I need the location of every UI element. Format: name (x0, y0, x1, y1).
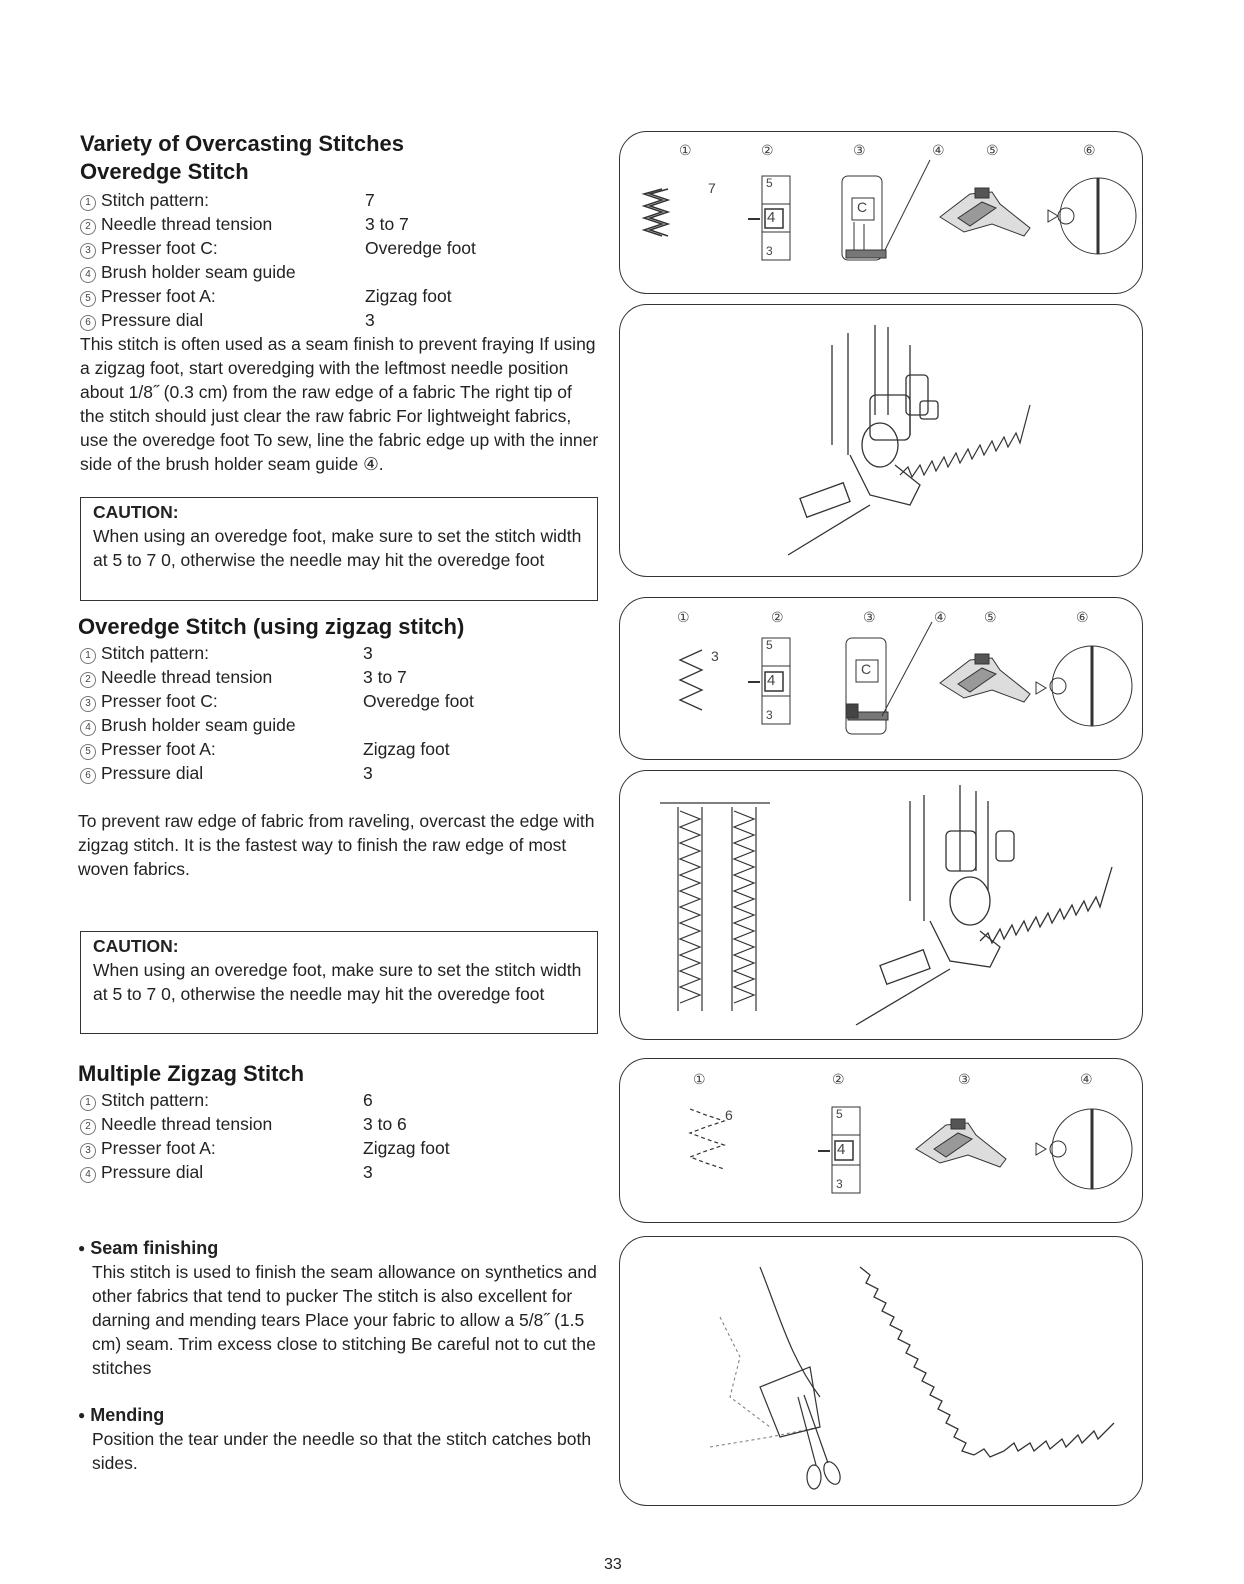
setting-row (80, 236, 600, 260)
arrow-icon (1048, 210, 1058, 222)
arrow-icon (1036, 682, 1046, 694)
setting-value: 3 (365, 310, 375, 330)
figure-panel-zigzag-sewing (619, 770, 1143, 1040)
number-badge: 1 (80, 648, 96, 664)
scale-number: 3 (836, 1177, 843, 1191)
setting-value: 3 to 7 (363, 667, 407, 687)
setting-value: 3 (363, 1162, 373, 1182)
figure-number: ① (679, 142, 692, 158)
stitch-pattern-icon (680, 650, 702, 710)
seam-finishing-illustration (620, 1237, 1142, 1505)
number-badge: 2 (80, 672, 96, 688)
setting-value: 3 to 6 (363, 1114, 407, 1134)
setting-row (80, 284, 600, 308)
zigzag-seam-illustration (620, 771, 1142, 1039)
setting-row (80, 1112, 600, 1136)
figure-number: ① (677, 609, 690, 625)
setting-label: Presser foot A: (101, 286, 216, 306)
setting-row (80, 188, 600, 212)
setting-value: Zigzag foot (365, 286, 452, 306)
number-badge: 3 (80, 243, 96, 259)
setting-row (80, 737, 600, 761)
sewing-machine-illustration (620, 305, 1142, 576)
figure-panel-sewing (619, 304, 1143, 577)
setting-label: Needle thread tension (101, 1114, 273, 1134)
presser-foot-c-icon (846, 638, 888, 734)
scale-number: 4 (837, 1141, 846, 1158)
multiple-zigzag-title: Multiple Zigzag Stitch (78, 1061, 305, 1086)
scale-number: 5 (766, 638, 773, 652)
setting-row (80, 308, 600, 332)
settings-illustration (620, 132, 1142, 293)
figure-panel-settings (619, 131, 1143, 294)
setting-value: 3 to 7 (365, 214, 409, 234)
setting-row (80, 1160, 600, 1184)
arrow-icon (1036, 1143, 1046, 1155)
bullet-text: Position the tear under the needle so that the stitch catches both sides. (92, 1429, 592, 1473)
zigzag-foot-icon (940, 188, 1030, 236)
setting-value: 3 (363, 763, 373, 783)
setting-row (80, 665, 600, 689)
number-badge: 3 (80, 696, 96, 712)
setting-value: 3 (363, 643, 373, 663)
setting-row (80, 689, 600, 713)
setting-value: Zigzag foot (363, 1138, 450, 1158)
figure-panel-seam-finishing (619, 1236, 1143, 1506)
setting-value: Zigzag foot (363, 739, 450, 759)
setting-label: Stitch pattern: (101, 643, 209, 663)
setting-value: Overedge foot (363, 691, 474, 711)
number-badge: 5 (80, 744, 96, 760)
caution-text: When using an overedge foot, make sure to set the stitch width at 5 to 7 0, otherwise the needle may hit the overedge foot (93, 960, 582, 1004)
figure-number: ⑤ (984, 609, 997, 625)
caution-title: CAUTION: (93, 936, 179, 956)
setting-label: Stitch pattern: (101, 1090, 209, 1110)
settings-illustration (620, 598, 1142, 759)
zigzag-foot-icon (940, 654, 1030, 702)
scale-number: 5 (766, 176, 773, 190)
setting-row (80, 761, 600, 785)
zigzag-foot-icon (916, 1119, 1006, 1167)
overedge-settings (80, 188, 600, 332)
setting-row (80, 212, 600, 236)
figure-number: ④ (1080, 1071, 1093, 1087)
setting-row (80, 641, 600, 665)
overedge-zigzag-description: To prevent raw edge of fabric from raveling, overcast the edge with zigzag stitch. It is the fastest way to finish the raw edge of most woven fabrics. (78, 811, 595, 879)
section-title: Variety of Overcasting Stitches (80, 131, 405, 156)
bullet-mending (78, 1403, 608, 1475)
overedge-title: Overedge Stitch (80, 159, 249, 184)
overedge-zigzag-title: Overedge Stitch (using zigzag stitch) (78, 614, 465, 639)
figure-number: ⑥ (1076, 609, 1089, 625)
caution-box (80, 931, 598, 1034)
pressure-dial-icon (1050, 1109, 1132, 1189)
setting-label: Pressure dial (101, 763, 204, 783)
stitch-line-icon (860, 1267, 1114, 1457)
leader-line (885, 160, 930, 250)
foot-letter: C (861, 661, 872, 677)
number-badge: 1 (80, 1095, 96, 1111)
number-badge: 6 (80, 315, 96, 331)
setting-label: Presser foot C: (101, 691, 218, 711)
number-badge: 4 (80, 1167, 96, 1183)
setting-label: Brush holder seam guide (101, 262, 296, 282)
scale-number: 3 (766, 244, 773, 258)
setting-label: Presser foot A: (101, 1138, 216, 1158)
bullet-seam-finishing (78, 1236, 608, 1380)
figure-number: ④ (932, 142, 945, 158)
caution-text: When using an overedge foot, make sure to set the stitch width at 5 to 7 0, otherwise the needle may hit the overedge foot (93, 526, 582, 570)
setting-label: Presser foot C: (101, 238, 218, 258)
overedge-zigzag-settings (80, 641, 600, 785)
number-badge: 3 (80, 1143, 96, 1159)
figure-number: ② (832, 1071, 845, 1087)
number-badge: 5 (80, 291, 96, 307)
foot-letter: C (857, 199, 868, 215)
setting-label: Brush holder seam guide (101, 715, 296, 735)
stitch-pattern-icon (644, 189, 668, 236)
setting-row (80, 260, 600, 284)
setting-row (80, 1088, 600, 1112)
bullet-title: ● Mending (78, 1405, 165, 1425)
pressure-dial-icon (1058, 178, 1136, 254)
number-badge: 2 (80, 219, 96, 235)
setting-row (80, 1136, 600, 1160)
setting-label: Pressure dial (101, 310, 204, 330)
pressure-dial-icon (1050, 646, 1132, 726)
setting-value: Overedge foot (365, 238, 476, 258)
figure-number: ① (693, 1071, 706, 1087)
setting-label: Pressure dial (101, 1162, 204, 1182)
setting-value: 7 (365, 190, 375, 210)
number-badge: 6 (80, 768, 96, 784)
stitch-pattern-icon (690, 1109, 724, 1169)
scale-number: 4 (767, 209, 776, 226)
caution-box (80, 497, 598, 601)
figure-panel-settings (619, 597, 1143, 760)
figure-number: ③ (853, 142, 866, 158)
figure-number: ② (761, 142, 774, 158)
pattern-number: 7 (708, 180, 716, 196)
pattern-number: 6 (725, 1107, 733, 1123)
figure-number: ③ (863, 609, 876, 625)
setting-value: 6 (363, 1090, 373, 1110)
figure-number: ③ (958, 1071, 971, 1087)
setting-label: Needle thread tension (101, 214, 273, 234)
multiple-zigzag-settings (80, 1088, 600, 1184)
number-badge: 1 (80, 195, 96, 211)
figure-panel-settings (619, 1058, 1143, 1223)
page-number: 33 (604, 1556, 622, 1573)
bullet-text: This stitch is used to finish the seam allowance on synthetics and other fabrics that tend to pucker The stitch is also excellent for darning and mending tears Place your fabric to allow a 5/8˝ (1.5 cm) seam. Trim excess close to stitching Be careful not to cut the stitches (92, 1262, 597, 1378)
setting-label: Needle thread tension (101, 667, 273, 687)
figure-number: ⑤ (986, 142, 999, 158)
scale-number: 5 (836, 1107, 843, 1121)
setting-label: Stitch pattern: (101, 190, 209, 210)
scale-number: 3 (766, 708, 773, 722)
figure-number: ⑥ (1083, 142, 1096, 158)
pattern-number: 3 (711, 648, 719, 664)
overedge-description: This stitch is often used as a seam finish to prevent fraying If using a zigzag foot, start overedging with the leftmost needle position about 1/8˝ (0.3 cm) from the raw edge of a fabric The right tip of the stitch should just clear the raw fabric For lightweight fabrics, use the overedge foot To sew, line the fabric edge up with the inner side of the brush holder seam guide ④. (80, 334, 599, 474)
figure-number: ② (771, 609, 784, 625)
scale-number: 4 (767, 672, 776, 689)
bullet-title: ● Seam finishing (78, 1238, 219, 1258)
leader-line (882, 622, 932, 716)
figure-number: ④ (934, 609, 947, 625)
caution-title: CAUTION: (93, 502, 179, 522)
number-badge: 4 (80, 720, 96, 736)
presser-foot-c-icon (842, 176, 886, 260)
setting-label: Presser foot A: (101, 739, 216, 759)
number-badge: 4 (80, 267, 96, 283)
setting-row (80, 713, 600, 737)
number-badge: 2 (80, 1119, 96, 1135)
